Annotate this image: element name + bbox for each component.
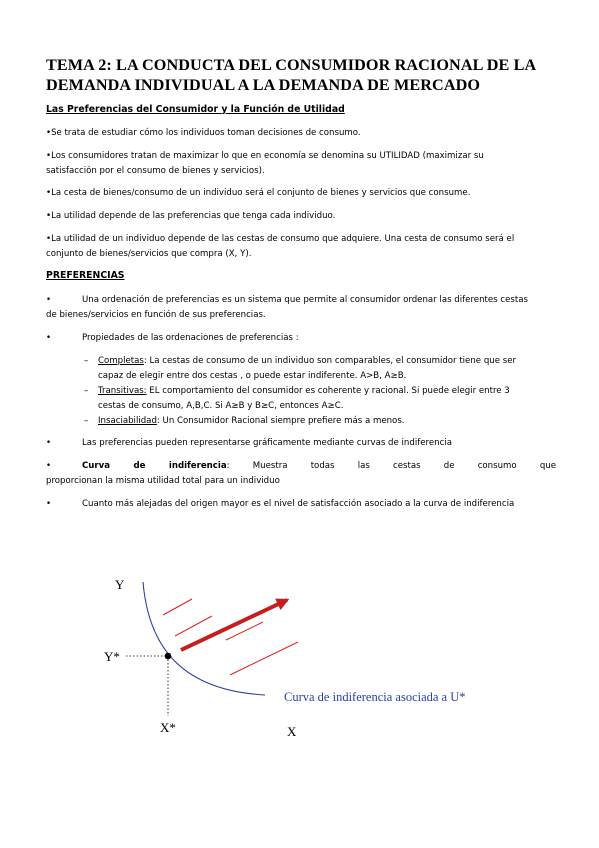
bullet-marker: • [46,438,52,448]
bullet-4-word: de [443,461,455,471]
paragraph-1: •Se trata de estudiar cómo los individuos toman decisiones de consumo. [46,128,361,138]
term-completas: Completas [98,356,144,366]
bullet-3-text: Las preferencias pueden representarse gráficamente mediante curvas de indiferencia [82,438,452,448]
paragraph-2-line-2: satisfacción por el consumo de bienes y servicios). [46,166,265,176]
dash-marker: – [84,386,89,396]
consumption-basket-point [165,653,172,660]
bullet-4-word: cestas [393,461,421,471]
preferred-region-hatch [175,616,212,636]
sub-item-completas-line-2: capaz de elegir entre dos cestas , o puede estar indiferente. A>B, A≥B. [98,371,407,381]
paragraph-2-line-1: •Los consumidores tratan de maximizar lo que en economía se denomina su UTILIDAD (maximizar su [46,151,484,161]
bullet-2-text: Propiedades de las ordenaciones de preferencias : [82,333,299,343]
bullet-marker: • [46,461,52,471]
term-transitivas: Transitivas: [98,386,147,396]
sub-item-insaciabilidad-text: : Un Consumidor Racional siempre prefiere más a menos. [156,416,405,426]
bullet-4-word: consumo [477,461,517,471]
bullet-marker: • [46,295,52,305]
x-star-label: X* [160,720,176,735]
sub-item-transitivas-text: EL comportamiento del consumidor es coherente y racional. Si puede elegir entre 3 [146,386,510,396]
section-heading-preferencias: PREFERENCIAS [46,270,125,281]
paragraph-5-line-1: •La utilidad de un individuo depende de las cestas de consumo que adquiere. Una cesta de consumo será el [46,234,515,244]
y-axis-label: Y [115,577,125,592]
paragraph-4: •La utilidad depende de las preferencias que tenga cada individuo. [46,211,336,221]
preference-direction-arrow [181,600,287,650]
page-title: TEMA 2: LA CONDUCTA DEL CONSUMIDOR RACIONAL DE LA DEMANDA INDIVIDUAL A LA DEMANDA DE MERCADO [46,56,536,94]
bullet-marker: • [46,333,52,343]
y-star-label: Y* [104,649,120,664]
preferred-region-hatch [230,642,298,675]
section-heading-preferencias-utilidad: Las Preferencias del Consumidor y la Función de Utilidad [46,104,345,115]
bullet-4-line-2: proporcionan la misma utilidad total para un individuo [46,476,280,486]
bullet-4-word: las [357,461,370,471]
bullet-4-word: todas [310,461,335,471]
bullet-1-line-1: Una ordenación de preferencias es un sistema que permite al consumidor ordenar las diferentes cestas [82,295,528,305]
paragraph-3: •La cesta de bienes/consumo de un individuo será el conjunto de bienes y servicios que consume. [46,188,471,198]
dash-marker: – [84,356,89,366]
x-axis-label: X [287,724,297,739]
term-curva-de-indiferencia: Curva de indiferencia [82,461,227,471]
term-insaciabilidad: Insaciabilidad [98,416,157,426]
paragraph-5-line-2: conjunto de bienes/servicios que compra (X, Y). [46,249,252,259]
bullet-1-line-2: de bienes/servicios en función de sus preferencias. [46,310,266,320]
preferred-region-hatch [163,599,192,615]
dash-marker: – [84,416,89,426]
bullet-5-text: Cuanto más alejadas del origen mayor es el nivel de satisfacción asociado a la curva de indiferencia [82,499,515,509]
bullet-marker: • [46,499,52,509]
bullet-4-word: : Muestra [226,461,288,471]
sub-item-completas-text: : La cestas de consumo de un individuo son comparables, el consumidor tiene que ser [143,356,517,366]
curve-label: Curva de indiferencia asociada a U* [284,690,466,704]
sub-item-transitivas-line-2: cestas de consumo, A,B,C. Si A≥B y B≥C, entonces A≥C. [98,401,344,411]
bullet-4-word: que [539,461,557,471]
